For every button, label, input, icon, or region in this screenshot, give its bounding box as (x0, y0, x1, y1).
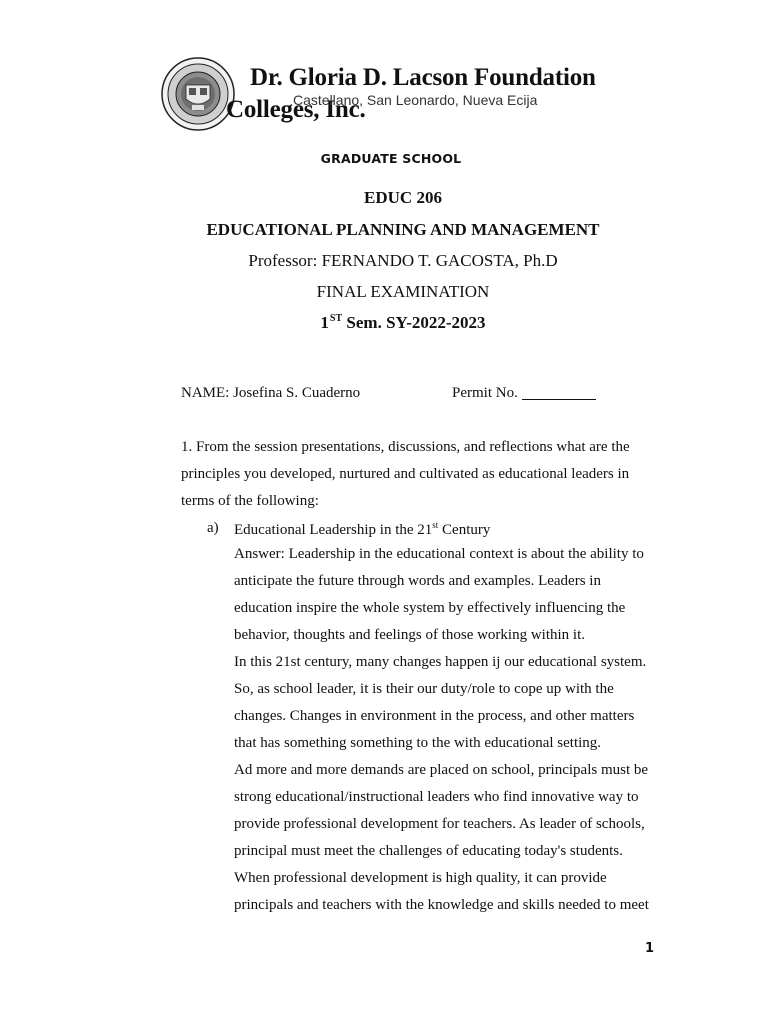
answer-text-line: changes. Changes in environment in the process, and other matters (234, 708, 635, 724)
answer-text-line: principal must meet the challenges of educating today's students. (234, 843, 623, 859)
answer-text-line: anticipate the future through words and examples. Leaders in (234, 573, 601, 589)
question-text-line: principles you developed, nurtured and cultivated as educational leaders in (181, 466, 630, 482)
item-label: a) (207, 520, 219, 536)
permit-label: Permit No. (452, 385, 518, 401)
institution-name-suffix: Colleges, Inc. (226, 96, 366, 123)
student-name: NAME: Josefina S. Cuaderno (181, 385, 361, 401)
answer-text-line: When professional development is high quality, it can provide (234, 870, 607, 886)
answer-text-line: education inspire the whole system by effectively influencing the (234, 600, 626, 616)
answer-text-line: principals and teachers with the knowledge and skills needed to meet (234, 897, 649, 913)
answer-text-line: provide professional development for teachers. As leader of schools, (234, 816, 645, 832)
answer-text-line: that has something something to the with educational setting. (234, 735, 602, 751)
course-code: EDUC 206 (364, 188, 442, 207)
question-text-line: terms of the following: (181, 493, 319, 509)
answer-text-line: So, as school leader, it is their our duty/role to cope up with the (234, 681, 614, 697)
answer-text-line: Answer: Leadership in the educational context is about the ability to (234, 546, 644, 562)
semester-ordinal: ST (329, 313, 343, 324)
exam-title: FINAL EXAMINATION (316, 282, 490, 301)
page-number: 1 (645, 941, 655, 956)
permit-blank-line (522, 385, 596, 400)
item-heading (234, 520, 490, 539)
college-seal-logo (161, 57, 235, 131)
answer-text-line: strong educational/instructional leaders who find innovative way to (234, 789, 639, 805)
institution-address: Castellano, San Leonardo, Nueva Ecija (293, 92, 538, 108)
question-text-line: 1. From the session presentations, discussions, and reflections what are the (181, 439, 630, 455)
item-tail: Century (438, 522, 491, 538)
answer-text-line: behavior, thoughts and feelings of those working within it. (234, 627, 586, 643)
answer-text-line: Ad more and more demands are placed on school, principals must be (234, 762, 649, 778)
permit-field (452, 385, 596, 402)
semester-year: Sem. SY-2022-2023 (342, 313, 486, 332)
answer-text-line: In this 21st century, many changes happen ij our educational system. (234, 654, 647, 670)
professor-name: Professor: FERNANDO T. GACOSTA, Ph.D (248, 251, 558, 270)
semester-number: 1 (320, 313, 329, 332)
school-heading: GRADUATE SCHOOL (320, 151, 462, 166)
item-ordinal: st (432, 520, 439, 530)
semester-line (0, 313, 768, 333)
item-text: Educational Leadership in the 21 (234, 522, 433, 538)
institution-name: Dr. Gloria D. Lacson Foundation (250, 64, 596, 91)
course-title: EDUCATIONAL PLANNING AND MANAGEMENT (206, 220, 600, 239)
